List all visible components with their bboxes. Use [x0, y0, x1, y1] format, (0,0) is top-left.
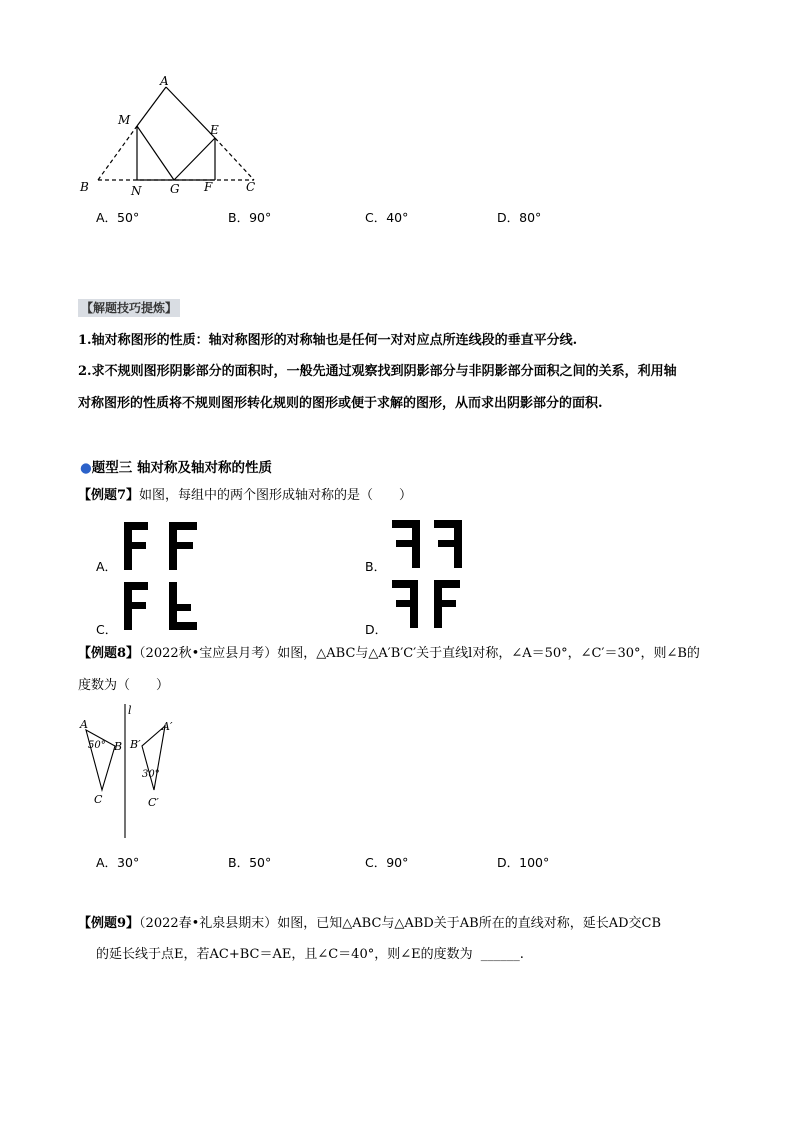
example9-label: 【例题9】 [78, 916, 140, 931]
section-title [80, 456, 272, 476]
label-B: B [80, 180, 89, 194]
triangle-square-figure [70, 74, 270, 198]
label-M: M [118, 113, 131, 127]
example8-question-line1 [78, 644, 700, 664]
label-angle-50: 50° [88, 740, 106, 751]
label-A: A [80, 718, 88, 731]
ex7-option-c-shapes [124, 582, 204, 630]
example9-question-line1 [78, 914, 661, 934]
ex7-option-c-letter: C． [96, 622, 118, 637]
section-title-text: 题型三 轴对称及轴对称的性质 [91, 460, 272, 476]
label-B-prime: B′ [130, 738, 141, 751]
label-C-prime: C′ [148, 796, 159, 809]
example9-text-2: 的延长线于点E，若AC+BC＝AE，且∠C＝40°，则∠E的度数为 [96, 947, 473, 962]
ex7-option-d-letter: D． [365, 622, 388, 637]
label-F: F [204, 180, 213, 194]
tips-line-2a: 2.求不规则图形阴影部分的面积时，一般先通过观察找到阴影部分与非阴影部分面积之间的关系，利用轴 [78, 364, 677, 379]
label-C: C [94, 793, 103, 806]
ex7-option-b-shapes [390, 520, 470, 568]
example9-question-line2 [96, 945, 524, 965]
example7-question [78, 486, 412, 506]
ex8-option-c: C．90° [365, 855, 409, 870]
ex8-option-d: D．100° [497, 855, 550, 870]
ex7-option-a-shapes [124, 522, 204, 570]
tips-line-2b: 对称图形的性质将不规则图形转化规则的图形或便于求解的图形，从而求出阴影部分的面积. [78, 396, 603, 411]
ex7-option-b-letter: B． [365, 559, 387, 574]
label-C: C [246, 180, 256, 194]
label-l: l [128, 704, 132, 717]
example8-text-1: （2022秋•宝应县月考）如图，△ABC与△A′B′C′关于直线l对称，∠A＝50°，∠C′＝30°，则∠B的 [139, 646, 700, 661]
ex7-option-d-shapes [392, 580, 472, 628]
ex8-option-a: A．30° [96, 855, 140, 870]
label-A: A [160, 74, 169, 88]
label-G: G [170, 182, 180, 196]
tips-tag: 【解题技巧提炼】 [78, 299, 180, 317]
prev-option-b: B．90° [228, 210, 272, 225]
bullet-icon: ● [80, 460, 92, 476]
ex7-option-a-letter: A． [96, 559, 118, 574]
label-angle-30: 30° [142, 769, 160, 780]
example8-label: 【例题8】 [78, 646, 140, 661]
example7-label: 【例题7】 [78, 488, 140, 503]
prev-option-c: C．40° [365, 210, 409, 225]
example9-text-1: （2022春•礼泉县期末）如图，已知△ABC与△ABD关于AB所在的直线对称，延长AD交CB [139, 916, 662, 931]
symmetric-triangles-figure [74, 704, 194, 840]
answer-blank[interactable]: ______ [480, 947, 520, 962]
example9-end: . [519, 947, 524, 962]
ex8-option-b: B．50° [228, 855, 272, 870]
label-B: B [114, 740, 123, 753]
prev-option-a: A．50° [96, 210, 140, 225]
tips-line-1: 1.轴对称图形的性质：轴对称图形的对称轴也是任何一对对应点所连线段的垂直平分线. [78, 333, 578, 348]
label-N: N [131, 184, 142, 198]
label-A-prime: A′ [162, 720, 173, 733]
example8-question-line2: 度数为（ ） [78, 678, 170, 693]
example7-text: 如图，每组中的两个图形成轴对称的是（ ） [139, 488, 413, 503]
label-E: E [210, 123, 219, 137]
prev-option-d: D．80° [497, 210, 542, 225]
